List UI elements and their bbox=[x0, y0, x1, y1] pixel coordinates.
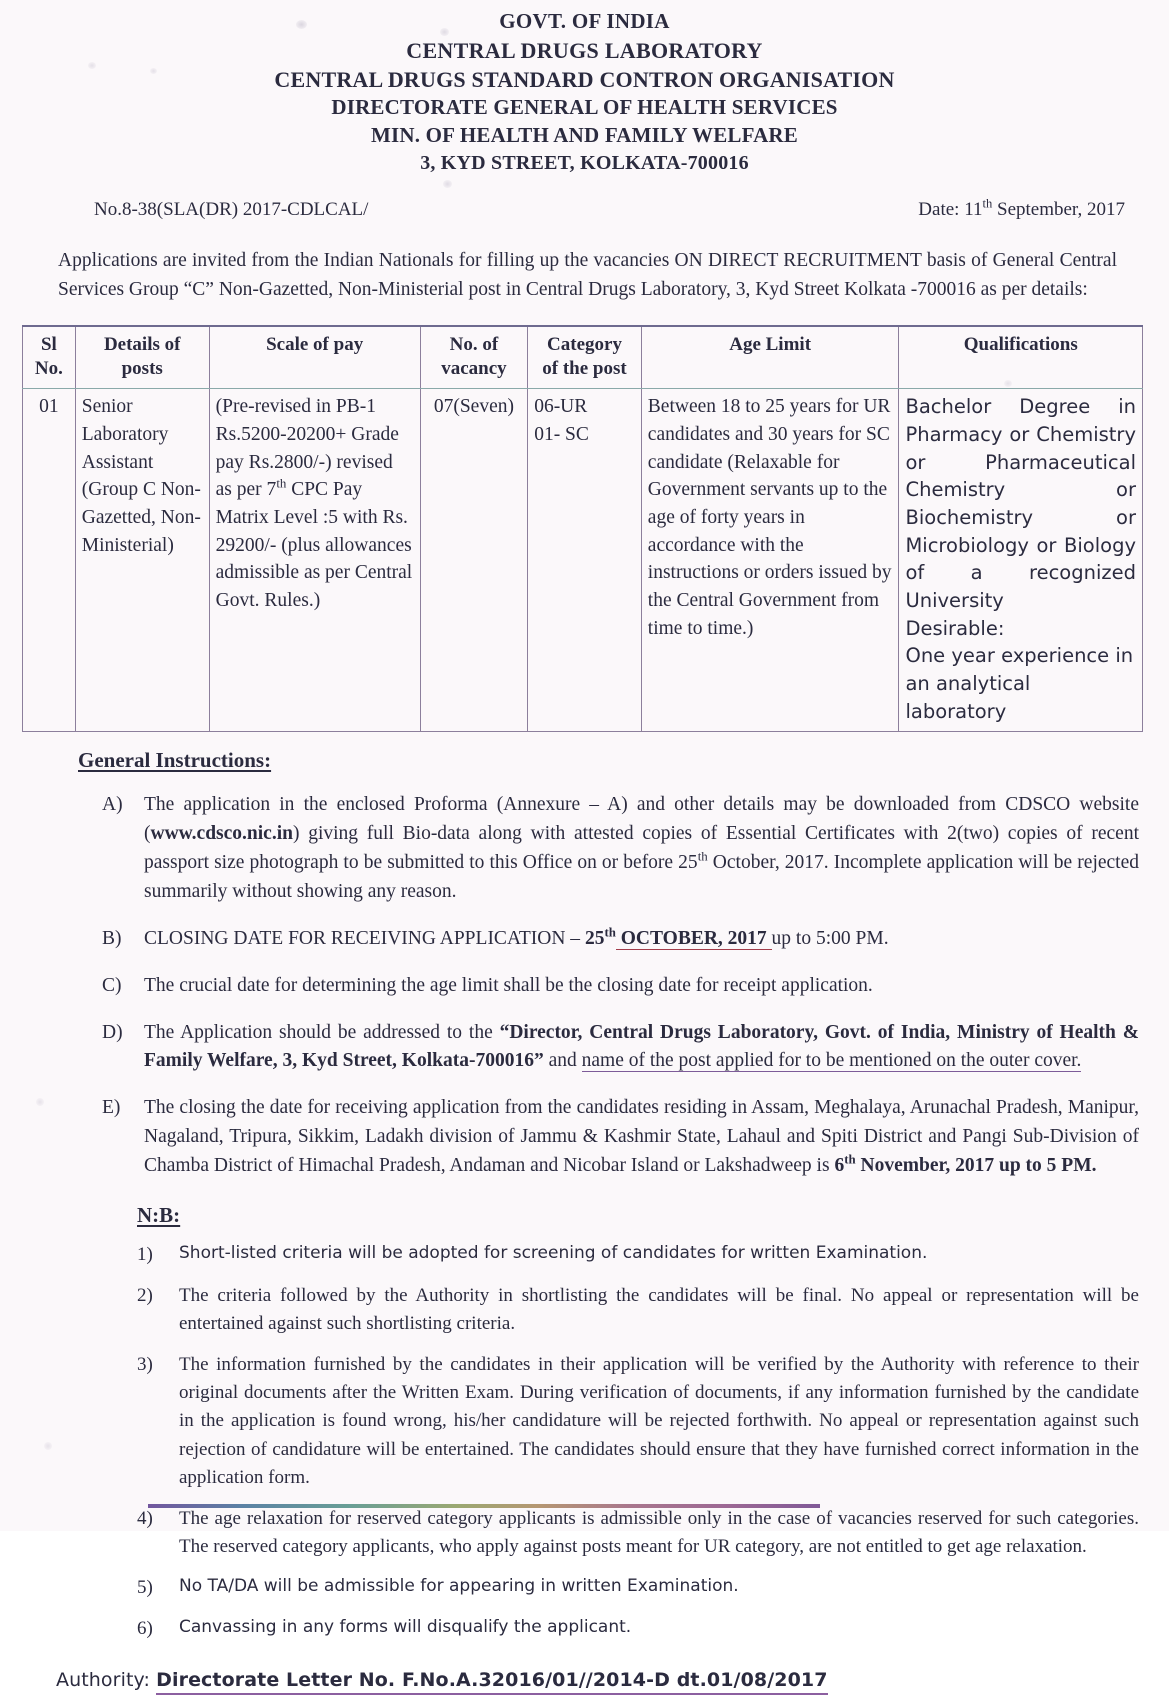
pay-ordinal-suffix: th bbox=[276, 476, 287, 491]
column-header-qualifications bbox=[899, 326, 1143, 389]
authority-label: Authority: bbox=[56, 1669, 157, 1692]
header-text: Age Limit bbox=[729, 333, 812, 355]
table-row bbox=[23, 389, 1143, 732]
authority-line bbox=[56, 1669, 1147, 1691]
list-item bbox=[137, 1282, 1139, 1338]
header-text: posts bbox=[121, 357, 163, 379]
scan-speckle-icon bbox=[44, 1442, 52, 1450]
nb-title: N:B: bbox=[137, 1202, 181, 1227]
list-item bbox=[102, 972, 1139, 1001]
extended-closing-date: November, 2017 up to 5 PM. bbox=[855, 1155, 1097, 1177]
header-text: of the post bbox=[542, 357, 627, 379]
list-marker: 2) bbox=[137, 1285, 153, 1307]
list-item bbox=[102, 1019, 1139, 1077]
cell-age-limit: Between 18 to 25 years for UR candidates and 30 years for SC candidate (Relaxable for Government servants up to the age of forty years in accordance with the instructions or orders issued by the Central Government from time to time.) bbox=[641, 389, 899, 732]
letterhead-line-laboratory: CENTRAL DRUGS LABORATORY bbox=[406, 37, 763, 63]
list-marker: D) bbox=[102, 1021, 123, 1043]
header-text: Sl bbox=[40, 333, 57, 355]
column-header-category-of-post bbox=[528, 326, 642, 389]
authority-reference: Directorate Letter No. F.No.A.32016/01//2014-D dt.01/08/2017 bbox=[156, 1669, 827, 1695]
list-item-text: The crucial date for determining the age limit shall be the closing date for receipt application. bbox=[144, 974, 873, 996]
list-marker: A) bbox=[102, 794, 123, 816]
list-item bbox=[102, 925, 1139, 954]
header-text: Scale of pay bbox=[266, 333, 364, 355]
list-marker: B) bbox=[102, 927, 122, 949]
nb-section bbox=[137, 1203, 1139, 1643]
intro-paragraph: Applications are invited from the Indian Nationals for filling up the vacancies ON DIRECT RECRUITMENT basis of General Central Services Group “C” Non-Gazetted, Non-Ministerial post in Central Drugs Laboratory, 3, Kyd Street Kolkata -700016 as per details: bbox=[58, 249, 1117, 300]
cell-category bbox=[528, 389, 642, 732]
list-item-text: The Application should be addressed to the “Director, Central Drugs Laboratory, Govt. of India, Ministry of Health & Family Welfare, 3, Kyd Street, Kolkata-700016” and name of the post applied for to be mentioned on the outer cover. bbox=[144, 1021, 1139, 1072]
cell-qualifications bbox=[899, 389, 1143, 732]
letterhead-line-address: 3, KYD STREET, KOLKATA-700016 bbox=[420, 152, 749, 175]
general-instructions-title: General Instructions: bbox=[78, 748, 272, 773]
list-item-text: No TA/DA will be admissible for appearing in written Examination. bbox=[179, 1576, 739, 1596]
scan-speckle-icon bbox=[443, 180, 452, 188]
letterhead bbox=[22, 8, 1147, 177]
list-item-text: The information furnished by the candidates in their application will be verified by the Authority with reference to their original documents after the Written Exam. During verification of documents, if any information furnished by the candidate in the application is found wrong, his/her candidature will be rejected forthwith. No appeal or representation against such rejection of candidature will be entertained. The candidates should ensure that they have furnished correct information in the application form. bbox=[179, 1354, 1139, 1488]
list-marker: 4) bbox=[137, 1507, 153, 1529]
list-marker: 6) bbox=[137, 1618, 153, 1640]
cell-scale-of-pay bbox=[209, 389, 420, 732]
list-item-text: Canvassing in any forms will disqualify the applicant. bbox=[179, 1617, 632, 1638]
list-marker: 1) bbox=[137, 1243, 153, 1265]
category-ur: 06-UR bbox=[534, 396, 588, 418]
list-item bbox=[102, 1094, 1139, 1181]
letterhead-line-dghs: DIRECTORATE GENERAL OF HEALTH SERVICES bbox=[331, 95, 838, 120]
reference-date bbox=[918, 196, 1125, 221]
outer-cover-note: name of the post applied for to be mentioned on the outer cover. bbox=[581, 1050, 1082, 1072]
reference-line bbox=[22, 196, 1147, 221]
list-item-text: The closing the date for receiving application from the candidates residing in Assam, Meghalaya, Arunachal Pradesh, Manipur, Nagaland, Tripura, Sikkim, Ladakh division of Jammu & Kashmir State, Lahaul and Spiti District and Pangi Sub-Division of Chamba District of Himachal Pradesh, Andaman and Nicobar Island or Lakshadweep is 6th November, 2017 up to 5 PM. bbox=[144, 1097, 1139, 1177]
letterhead-line-govt: GOVT. OF INDIA bbox=[499, 9, 670, 33]
pay-text-part-1: (Pre-revised in PB-1 Rs.5200-20200+ Grade pay Rs.2800/-) revised as per 7 bbox=[215, 396, 399, 501]
column-header-details-of-posts bbox=[75, 326, 209, 389]
vacancy-table bbox=[22, 325, 1143, 733]
date-rest: September, 2017 bbox=[992, 198, 1125, 220]
list-item bbox=[137, 1505, 1139, 1561]
list-item-text: The age relaxation for reserved category applicants is admissible only in the case of vacancies reserved for such categories. The reserved category applicants, who apply against posts meant for UR category, are not entitled to get age relaxation. bbox=[179, 1507, 1139, 1557]
scan-color-artifact bbox=[148, 1504, 820, 1508]
cdsco-website-link[interactable]: www.cdsco.nic.in bbox=[150, 823, 293, 845]
header-text: Qualifications bbox=[963, 333, 1078, 355]
addressee-block: “Director, Central Drugs Laboratory, Govt. of India, Ministry of Health & Family Welfare, 3, Kyd Street, Kolkata-700016” bbox=[144, 1021, 1139, 1072]
list-item bbox=[137, 1351, 1139, 1492]
date-ordinal-suffix: th bbox=[982, 196, 993, 211]
cell-sl-no: 01 bbox=[23, 389, 76, 732]
closing-date-highlight: OCTOBER, 2017 bbox=[615, 927, 772, 949]
column-header-no-of-vacancy bbox=[420, 326, 528, 389]
letterhead-line-cdsco: CENTRAL DRUGS STANDARD CONTRON ORGANISATION bbox=[274, 67, 895, 93]
list-item bbox=[137, 1615, 1139, 1643]
list-marker: C) bbox=[102, 974, 122, 996]
list-item-text: The criteria followed by the Authority in shortlisting the candidates will be final. No appeal or representation will be entertained against such shortlisting criteria. bbox=[179, 1285, 1139, 1335]
category-sc: 01- SC bbox=[534, 423, 589, 445]
list-marker: 3) bbox=[137, 1354, 153, 1376]
header-text: No. of bbox=[449, 333, 499, 355]
pay-text-part-2: CPC Pay Matrix Level :5 with Rs. 29200/- (plus allowances admissible as per Central Govt. Rules.) bbox=[215, 479, 413, 612]
cell-post-name: Senior Laboratory Assistant (Group C Non-Gazetted, Non-Ministerial) bbox=[75, 389, 209, 732]
list-item bbox=[137, 1241, 1139, 1269]
list-item bbox=[102, 791, 1139, 906]
general-instructions-list bbox=[22, 791, 1147, 1180]
header-text: vacancy bbox=[441, 357, 507, 379]
list-item bbox=[137, 1574, 1139, 1602]
reference-number: No.8-38(SLA(DR) 2017-CDLCAL/ bbox=[94, 198, 369, 220]
table-header-row bbox=[23, 326, 1143, 389]
list-marker: E) bbox=[102, 1097, 121, 1119]
column-header-sl-no bbox=[23, 326, 76, 389]
cell-no-of-vacancy: 07(Seven) bbox=[420, 389, 528, 732]
column-header-scale-of-pay bbox=[209, 326, 420, 389]
qualification-desirable-text: One year experience in an analytical laboratory bbox=[905, 644, 1134, 723]
date-label: Date: 11 bbox=[918, 198, 983, 220]
list-marker: 5) bbox=[137, 1577, 153, 1598]
list-item-text: The application in the enclosed Proforma (Annexure – A) and other details may be downloaded from CDSCO website (www.cdsco.nic.in) giving full Bio-data along with attested copies of Essential Certificates with 2(two) copies of recent passport size photograph to be submitted to this Office on or before 25th October, 2017. Incomplete application will be rejected summarily without showing any reason. bbox=[144, 794, 1139, 903]
header-text: Details of bbox=[103, 333, 181, 355]
list-item-text: CLOSING DATE FOR RECEIVING APPLICATION – 25th OCTOBER, 2017 up to 5:00 PM. bbox=[144, 925, 889, 949]
qualification-desirable-label: Desirable: bbox=[905, 616, 1005, 640]
header-text: No. bbox=[34, 357, 63, 379]
nb-list bbox=[137, 1241, 1139, 1643]
column-header-age-limit bbox=[641, 326, 899, 389]
letterhead-line-ministry: MIN. OF HEALTH AND FAMILY WELFARE bbox=[370, 123, 799, 148]
header-text: Category bbox=[547, 333, 622, 355]
list-item-text: Short-listed criteria will be adopted for screening of candidates for written Examination. bbox=[179, 1242, 928, 1263]
qualification-essential: Bachelor Degree in Pharmacy or Chemistry or Pharmaceutical Chemistry or Biochemistry or Microbiology or Biology of a recognized University bbox=[905, 395, 1136, 613]
